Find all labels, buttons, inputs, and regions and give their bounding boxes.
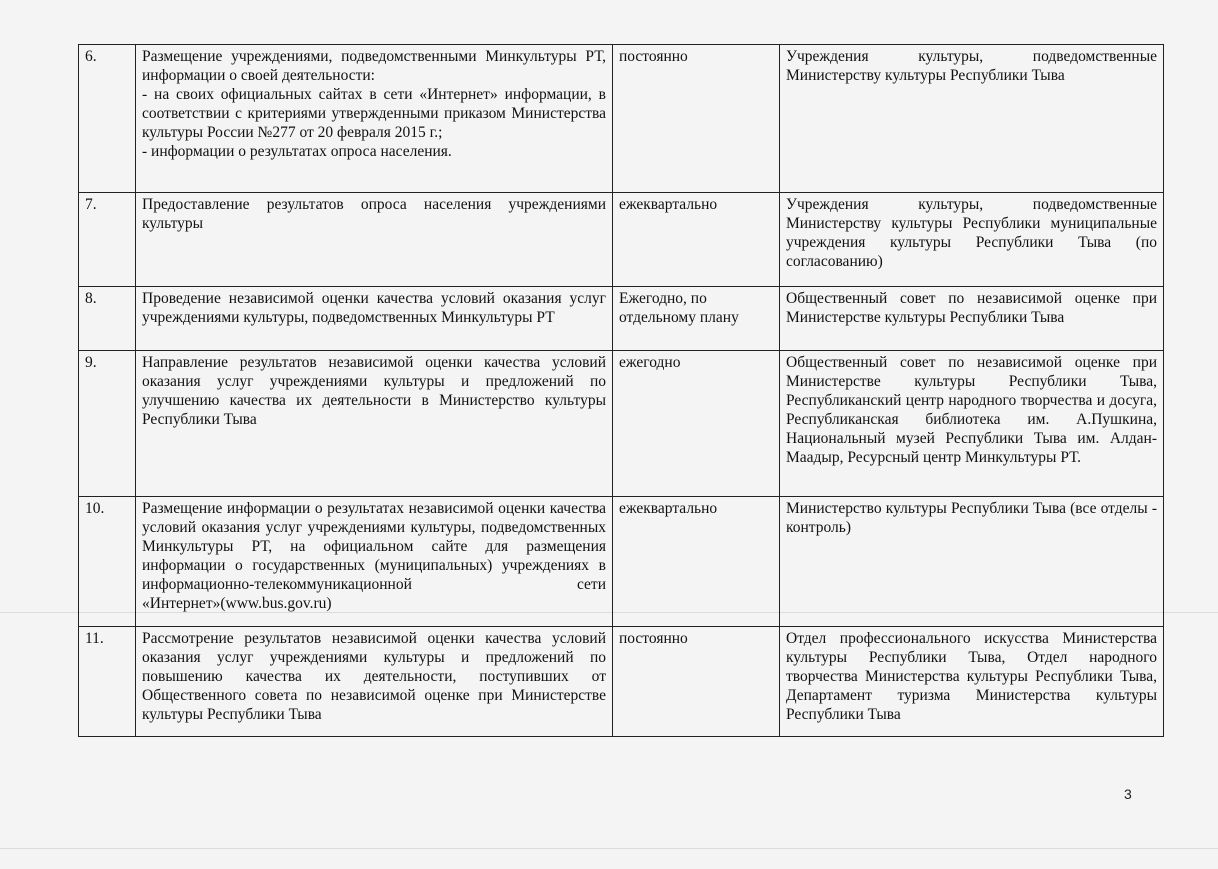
row-term: ежегодно — [613, 351, 780, 497]
row-responsible: Учреждения культуры, подведомственные Министерству культуры Республики муниципальные учреждения культуры Республики Тыва (по согласованию) — [780, 193, 1164, 287]
row-number: 7. — [79, 193, 136, 287]
row-number: 8. — [79, 287, 136, 351]
row-number: 11. — [79, 627, 136, 737]
row-term: ежеквартально — [613, 497, 780, 627]
row-description — [136, 45, 613, 193]
row-description — [136, 627, 613, 737]
row-responsible: Учреждения культуры, подведомственные Министерству культуры Республики Тыва — [780, 45, 1164, 193]
row-description — [136, 351, 613, 497]
description-line: Рассмотрение результатов независимой оценки качества условий оказания услуг учреждениями культуры и предложений по повышению качества их деятельности, поступивших от Общественного совета по независимой оценке при Министерстве культуры Республики Тыва — [142, 630, 606, 723]
row-responsible: Общественный совет по независимой оценке при Министерстве культуры Республики Тыва — [780, 287, 1164, 351]
description-line: - информации о результатах опроса населения. — [142, 143, 452, 160]
description-line: Предоставление результатов опроса населения учреждениями культуры — [142, 196, 606, 232]
row-term: Ежегодно, по отдельному плану — [613, 287, 780, 351]
row-description — [136, 193, 613, 287]
description-line: Размещение учреждениями, подведомственными Минкультуры РТ, информации о своей деятельности: — [142, 48, 606, 84]
table-row — [79, 45, 1164, 193]
plan-table — [78, 44, 1164, 737]
row-term: постоянно — [613, 627, 780, 737]
table-row — [79, 287, 1164, 351]
table-row — [79, 193, 1164, 287]
page-number: 3 — [1124, 786, 1132, 802]
description-line: - на своих официальных сайтах в сети «Интернет» информации, в соответствии с критериями утвержденными приказом Министерства культуры России №277 от 20 февраля 2015 г.; — [142, 86, 606, 141]
description-line: Размещение информации о результатах независимой оценки качества условий оказания услуг учреждениями культуры, подведомственных Минкультуры РТ, на официальном сайте для размещения информации о государственных (муниципальных) учреждениях в информационно-телекоммуникационной сети «Интернет»(www.bus.gov.ru) — [142, 500, 606, 612]
table-row — [79, 351, 1164, 497]
scan-artifact-line — [0, 848, 1218, 849]
table-row — [79, 497, 1164, 627]
row-description — [136, 287, 613, 351]
description-line: Направление результатов независимой оценки качества условий оказания услуг учреждениями культуры и предложений по улучшению качества их деятельности в Министерство культуры Республики Тыва — [142, 354, 606, 428]
table-row — [79, 627, 1164, 737]
row-number: 9. — [79, 351, 136, 497]
row-description — [136, 497, 613, 627]
row-number: 10. — [79, 497, 136, 627]
row-responsible: Министерство культуры Республики Тыва (все отделы - контроль) — [780, 497, 1164, 627]
row-responsible: Общественный совет по независимой оценке при Министерстве культуры Республики Тыва, Республиканский центр народного творчества и досуга, Республиканская библиотека им. А.Пушкина, Национальный музей Республики Тыва им. Алдан-Маадыр, Ресурсный центр Минкультуры РТ. — [780, 351, 1164, 497]
row-number: 6. — [79, 45, 136, 193]
description-line: Проведение независимой оценки качества условий оказания услуг учреждениями культуры, подведомственных Минкультуры РТ — [142, 290, 606, 326]
row-term: постоянно — [613, 45, 780, 193]
row-responsible: Отдел профессионального искусства Министерства культуры Республики Тыва, Отдел народного творчества Министерства культуры Республики Тыва, Департамент туризма Министерства культуры Республики Тыва — [780, 627, 1164, 737]
row-term: ежеквартально — [613, 193, 780, 287]
